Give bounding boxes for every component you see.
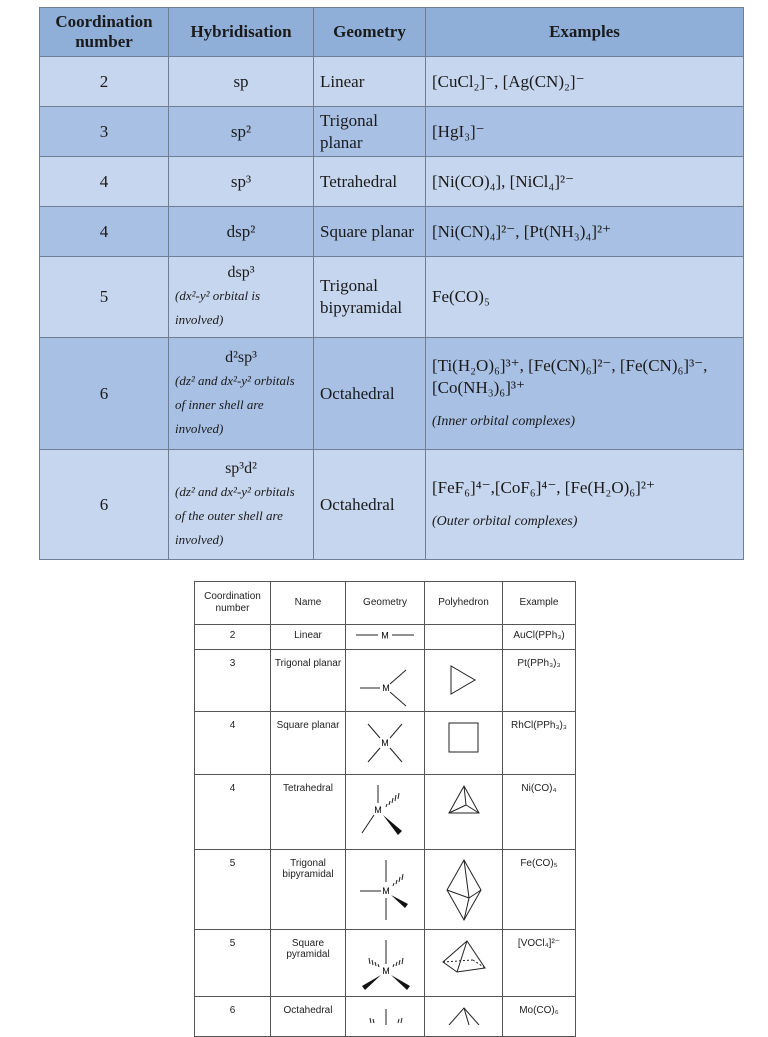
cell-polyhedron — [425, 930, 503, 997]
metal-label: M — [382, 683, 390, 693]
trigonal-bipyramidal-geometry-icon — [350, 858, 420, 922]
cell-cn: 6 — [195, 997, 271, 1037]
table-row — [195, 625, 576, 650]
table-row — [195, 712, 576, 775]
cell-name: Linear — [271, 625, 346, 650]
hybridisation-label: sp³d² — [225, 459, 257, 477]
cell-cn: 4 — [40, 157, 169, 207]
cell-examples: Fe(CO)₅ — [426, 257, 744, 338]
table-row — [195, 930, 576, 997]
table-row — [40, 107, 744, 157]
square-pyramidal-geometry-icon — [350, 938, 420, 994]
geometry-table — [194, 581, 576, 1037]
hybridisation-label: d²sp³ — [225, 348, 257, 366]
table-row — [40, 338, 744, 450]
cell-polyhedron — [425, 712, 503, 775]
hybridisation-note: (dz² and dx²-y² orbitals of inner shell are involved) — [175, 372, 295, 436]
cell-geometry — [346, 712, 425, 775]
cell-cn: 5 — [40, 257, 169, 338]
cell-geometry: Trigonal bipyramidal — [314, 257, 426, 338]
cell-example: RhCl(PPh₃)₃ — [503, 712, 576, 775]
cell-example: Mo(CO)₆ — [503, 997, 576, 1037]
cell-example: [VOCl₄]²⁻ — [503, 930, 576, 997]
cell-geometry: Octahedral — [314, 450, 426, 560]
cell-geometry — [346, 650, 425, 712]
cell-cn: 4 — [40, 207, 169, 257]
header-geometry: Geometry — [314, 8, 426, 57]
cell-geometry — [346, 625, 425, 650]
metal-label: M — [382, 966, 390, 976]
cell-hybridisation: sp² — [169, 107, 314, 157]
hybridisation-table — [39, 7, 744, 560]
trigonal-planar-geometry-icon — [350, 658, 420, 708]
metal-label: M — [374, 805, 382, 815]
table-row — [40, 207, 744, 257]
tetrahedron-polyhedron-icon — [444, 783, 484, 823]
cell-hybridisation — [169, 257, 314, 338]
cell-example: Fe(CO)₅ — [503, 850, 576, 930]
table-row — [40, 157, 744, 207]
cell-hybridisation — [169, 338, 314, 450]
cell-examples: [CuCl₂]⁻, [Ag(CN)₂]⁻ — [426, 57, 744, 107]
cell-cn: 4 — [195, 712, 271, 775]
tetrahedral-geometry-icon — [350, 783, 420, 843]
cell-examples: [Ni(CO)₄], [NiCl₄]²⁻ — [426, 157, 744, 207]
square-planar-geometry-icon — [350, 720, 420, 768]
cell-cn: 5 — [195, 850, 271, 930]
metal-label: M — [382, 886, 390, 896]
cell-cn: 2 — [40, 57, 169, 107]
header-coordination-number: Coordination number — [195, 582, 271, 625]
table-row — [40, 57, 744, 107]
cell-name: Tetrahedral — [271, 775, 346, 850]
cell-cn: 3 — [195, 650, 271, 712]
cell-geometry: Linear — [314, 57, 426, 107]
cell-cn: 5 — [195, 930, 271, 997]
header-polyhedron: Polyhedron — [425, 582, 503, 625]
cell-example: AuCl(PPh₃) — [503, 625, 576, 650]
metal-label: M — [381, 738, 389, 748]
cell-examples — [426, 450, 744, 560]
cell-geometry — [346, 997, 425, 1037]
table-row — [195, 850, 576, 930]
cell-geometry: Square planar — [314, 207, 426, 257]
cell-name: Trigonal planar — [271, 650, 346, 712]
hybridisation-label: dsp³ — [227, 264, 255, 281]
cell-example: Pt(PPh₃)₃ — [503, 650, 576, 712]
table-row — [195, 650, 576, 712]
cell-polyhedron — [425, 997, 503, 1037]
cell-geometry: Tetrahedral — [314, 157, 426, 207]
examples-note: (Outer orbital complexes) — [432, 513, 578, 529]
cell-geometry — [346, 850, 425, 930]
cell-polyhedron — [425, 850, 503, 930]
cell-example: Ni(CO)₄ — [503, 775, 576, 850]
linear-geometry-icon — [350, 628, 420, 642]
cell-hybridisation — [169, 450, 314, 560]
cell-cn: 6 — [40, 338, 169, 450]
examples-text: [FeF₆]⁴⁻,[CoF₆]⁴⁻, [Fe(H₂O)₆]²⁺ — [432, 477, 655, 497]
cell-examples: [HgI₃]⁻ — [426, 107, 744, 157]
cell-hybridisation: sp — [169, 57, 314, 107]
cell-geometry: Trigonal planar — [314, 107, 426, 157]
header-hybridisation: Hybridisation — [169, 8, 314, 57]
cell-polyhedron — [425, 775, 503, 850]
octahedral-geometry-icon — [350, 1005, 420, 1025]
table-header-row — [40, 8, 744, 57]
trigonal-bipyramid-polyhedron-icon — [439, 858, 489, 922]
cell-hybridisation: sp³ — [169, 157, 314, 207]
cell-geometry — [346, 775, 425, 850]
header-geometry: Geometry — [346, 582, 425, 625]
metal-label: M — [381, 630, 389, 641]
table-row — [40, 450, 744, 560]
examples-text: [Ti(H₂O)₆]³⁺, [Fe(CN)₆]²⁻, [Fe(CN)₆]³⁻, [Co(NH₃)₆]³⁺ — [432, 355, 708, 397]
header-example: Example — [503, 582, 576, 625]
cell-cn: 2 — [195, 625, 271, 650]
cell-polyhedron — [425, 650, 503, 712]
header-examples: Examples — [426, 8, 744, 57]
cell-polyhedron — [425, 625, 503, 650]
table-row — [40, 257, 744, 338]
hybridisation-note: (dx²-y² orbital is involved) — [175, 288, 261, 327]
cell-cn: 3 — [40, 107, 169, 157]
cell-hybridisation: dsp² — [169, 207, 314, 257]
table-row — [195, 997, 576, 1037]
cell-name: Square pyramidal — [271, 930, 346, 997]
square-pyramid-polyhedron-icon — [437, 938, 491, 978]
header-coordination-number: Coordination number — [40, 8, 169, 57]
header-name: Name — [271, 582, 346, 625]
cell-name: Trigonal bipyramidal — [271, 850, 346, 930]
cell-cn: 4 — [195, 775, 271, 850]
examples-note: (Inner orbital complexes) — [432, 413, 576, 429]
cell-geometry — [346, 930, 425, 997]
cell-name: Octahedral — [271, 997, 346, 1037]
octahedron-polyhedron-icon — [439, 1005, 489, 1025]
cell-name: Square planar — [271, 712, 346, 775]
hybridisation-note: (dz² and dx²-y² orbitals of the outer shell are involved) — [175, 483, 295, 547]
triangle-polyhedron-icon — [444, 658, 484, 702]
table-header-row — [195, 582, 576, 625]
square-polyhedron-icon — [444, 720, 484, 760]
cell-examples: [Ni(CN)₄]²⁻, [Pt(NH₃)₄]²⁺ — [426, 207, 744, 257]
cell-cn: 6 — [40, 450, 169, 560]
cell-examples — [426, 338, 744, 450]
table-row — [195, 775, 576, 850]
cell-geometry: Octahedral — [314, 338, 426, 450]
